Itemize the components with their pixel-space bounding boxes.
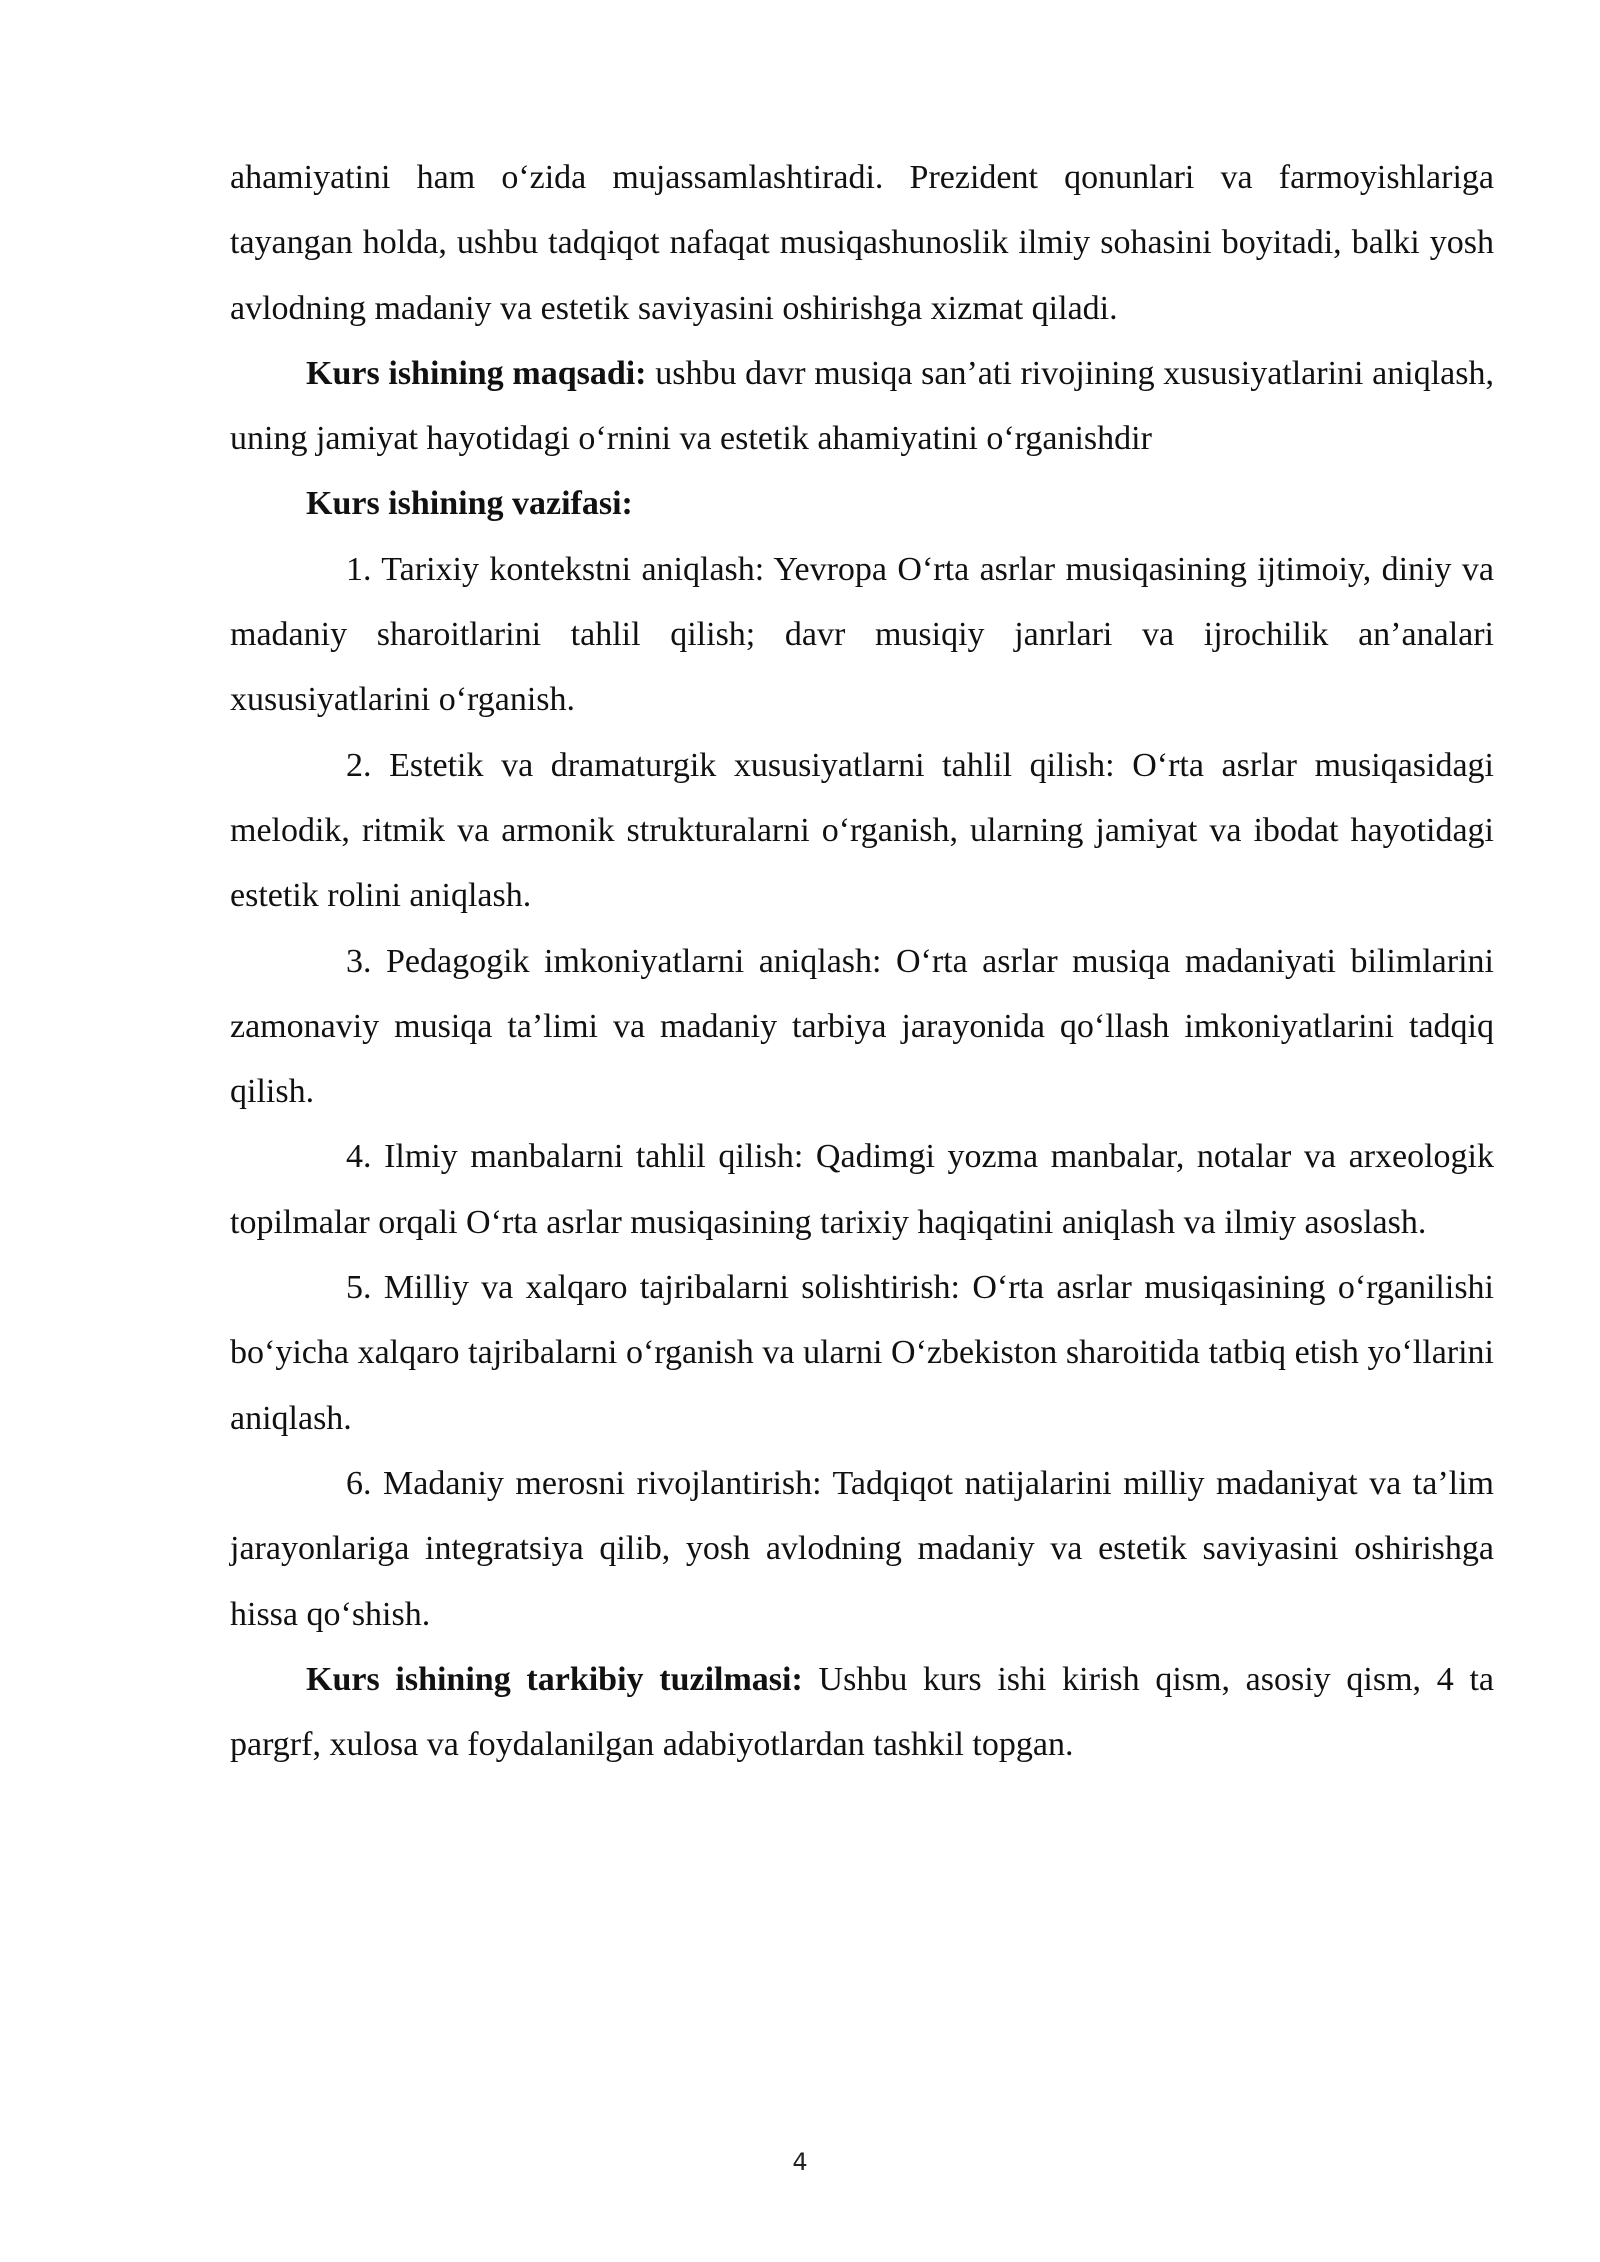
task-text: Tarixiy kontekstni aniqlash: Yevropa O‘rta asrlar musiqasining ijtimoiy, diniy va madaniy sharoitlarini tahlil qilish; davr musiqiy janrlari va ijrochilik an’analari xususiyatlarini o‘rganish. xyxy=(230,550,1494,719)
task-item-2 xyxy=(230,733,1494,929)
structure-text: Ushbu kurs ishi kirish qism, asosiy qism, 4 ta pargrf, xulosa va foydalanilgan adabiyotlardan tashkil topgan. xyxy=(230,1660,1494,1764)
page-number: 4 xyxy=(792,2148,808,2176)
structure-label: Kurs ishining tarkibiy tuzilmasi: xyxy=(306,1660,803,1698)
goal-paragraph xyxy=(230,341,1494,472)
intro-paragraph: ahamiyatini ham o‘zida mujassamlashtiradi. Prezident qonunlari va farmoyishlariga tayangan holda, ushbu tadqiqot nafaqat musiqashunoslik ilmiy sohasini boyitadi, balki yosh avlodning madaniy va estetik saviyasini oshirishga xizmat qiladi. xyxy=(230,159,1494,327)
structure-paragraph xyxy=(230,1647,1494,1778)
task-number: 3. xyxy=(346,942,372,980)
tasks-heading xyxy=(230,471,1494,536)
task-text: Ilmiy manbalarni tahlil qilish: Qadimgi yozma manbalar, notalar va arxeologik topilmalar orqali O‘rta asrlar musiqasining tarixiy haqiqatini aniqlash va ilmiy asoslash. xyxy=(230,1138,1494,1241)
tasks-heading-label: Kurs ishining vazifasi: xyxy=(306,485,633,523)
task-item-3 xyxy=(230,929,1494,1125)
task-item-5 xyxy=(230,1255,1494,1451)
task-item-1 xyxy=(230,537,1494,733)
goal-label: Kurs ishining maqsadi: xyxy=(306,354,647,392)
task-text: Milliy va xalqaro tajribalarni solishtirish: O‘rta asrlar musiqasining o‘rganilishi bo‘yicha xalqaro tajribalarni o‘rganish va ularni O‘zbekiston sharoitida tatbiq etish yo‘llarini aniqlash. xyxy=(230,1269,1494,1437)
goal-text: ushbu davr musiqa san’ati rivojining xususiyatlarini aniqlash, uning jamiyat hayotidagi o‘rnini va estetik ahamiyatini o‘rganishdir xyxy=(230,354,1494,458)
task-number: 6. xyxy=(346,1464,372,1502)
task-item-6 xyxy=(230,1451,1494,1647)
task-text: Madaniy merosni rivojlantirish: Tadqiqot natijalarini milliy madaniyat va ta’lim jarayonlariga integratsiya qilib, yosh avlodning madaniy va estetik saviyasini oshirishga hissa qo‘shish. xyxy=(230,1464,1494,1633)
task-number: 2. xyxy=(346,746,372,784)
task-number: 5. xyxy=(346,1269,372,1307)
page-body xyxy=(230,145,1494,1777)
task-number: 4. xyxy=(346,1138,372,1176)
task-number: 1. xyxy=(346,550,372,588)
task-text: Pedagogik imkoniyatlarni aniqlash: O‘rta asrlar musiqa madaniyati bilimlarini zamonaviy musiqa ta’limi va madaniy tarbiya jarayonida qo‘llash imkoniyatlarini tadqiq qilish. xyxy=(230,942,1494,1111)
task-item-4 xyxy=(230,1124,1494,1255)
task-text: Estetik va dramaturgik xususiyatlarni tahlil qilish: O‘rta asrlar musiqasidagi melodik, ritmik va armonik strukturalarni o‘rganish, ularning jamiyat va ibodat hayotidagi estetik rolini aniqlash. xyxy=(230,746,1494,915)
